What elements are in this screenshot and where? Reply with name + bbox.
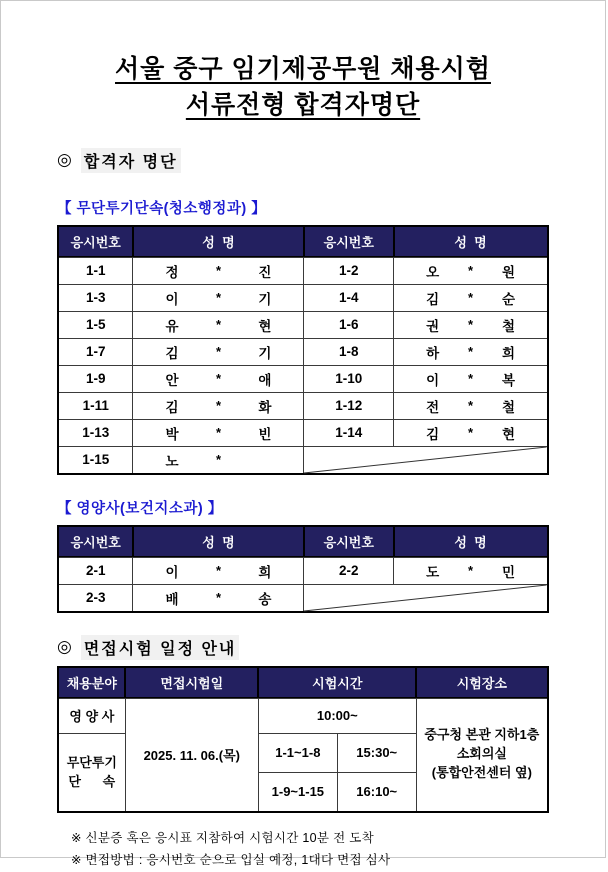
field-line: 단 속 — [68, 774, 116, 789]
exam-no-cell: 2-1 — [58, 557, 133, 584]
col-header-exam-no: 응시번호 — [58, 526, 133, 558]
time-cell: 16:10~ — [337, 772, 416, 812]
footnotes — [57, 827, 549, 872]
col-header-name: 성 명 — [394, 226, 548, 258]
exam-no-range-cell: 1-1~1-8 — [258, 733, 337, 772]
col-header-date: 면접시험일 — [125, 667, 258, 699]
exam-no-cell: 1-1 — [58, 257, 133, 284]
exam-no-cell: 1-15 — [58, 446, 133, 474]
document-content — [1, 1, 605, 872]
pass-list-heading-text: 합격자 명단 — [81, 148, 181, 173]
name-cell: 김 * 현 — [394, 419, 548, 446]
name-cell: 김 * 기 — [133, 338, 304, 365]
name-cell: 유 * 현 — [133, 311, 304, 338]
table-row — [58, 284, 548, 311]
exam-no-cell: 1-10 — [304, 365, 394, 392]
exam-no-cell: 1-6 — [304, 311, 394, 338]
group2-label: 【 영양사(보건지소과) 】 — [57, 500, 223, 517]
name-cell: 도 * 민 — [394, 557, 548, 584]
table-row — [58, 338, 548, 365]
col-header-exam-no: 응시번호 — [58, 226, 133, 258]
venue-line: (통합안전센터 옆) — [431, 764, 532, 780]
table-row — [58, 446, 548, 474]
exam-no-cell: 1-3 — [58, 284, 133, 311]
diagonal-slash-line — [304, 447, 547, 473]
col-header-name: 성 명 — [394, 526, 548, 558]
exam-no-range-cell: 1-9~1-15 — [258, 772, 337, 812]
exam-no-cell: 1-5 — [58, 311, 133, 338]
diagonal-slash-line — [304, 585, 547, 611]
table-row — [58, 419, 548, 446]
col-header-place: 시험장소 — [416, 667, 548, 699]
exam-no-cell: 1-14 — [304, 419, 394, 446]
name-cell: 박 * 빈 — [133, 419, 304, 446]
empty-merged-cell — [304, 446, 548, 474]
title-line-2: 서류전형 합격자명단 — [185, 91, 421, 120]
exam-no-cell: 1-4 — [304, 284, 394, 311]
pass-table-group1 — [57, 225, 549, 475]
name-cell: 하 * 희 — [394, 338, 548, 365]
name-cell: 이 * 기 — [133, 284, 304, 311]
exam-no-cell: 1-12 — [304, 392, 394, 419]
table-row — [58, 365, 548, 392]
name-cell: 이 * 희 — [133, 557, 304, 584]
name-cell: 배 * 송 — [133, 584, 304, 612]
name-cell: 정 * 진 — [133, 257, 304, 284]
table-row — [58, 257, 548, 284]
exam-no-cell: 1-11 — [58, 392, 133, 419]
exam-no-cell: 1-13 — [58, 419, 133, 446]
name-cell: 안 * 애 — [133, 365, 304, 392]
group1-label: 【 무단투기단속(청소행정과) 】 — [57, 200, 267, 217]
time-cell: 15:30~ — [337, 733, 416, 772]
col-header-field: 채용분야 — [58, 667, 125, 699]
venue-line: 소회의실 — [456, 746, 507, 762]
pass-list-heading — [57, 148, 549, 173]
document-title — [57, 51, 549, 124]
title-line-1: 서울 중구 임기제공무원 채용시험 — [115, 55, 491, 83]
empty-merged-cell — [304, 584, 548, 612]
footnote-arrival: ※ 신분증 혹은 응시표 지참하여 시험시간 10분 전 도착 — [71, 830, 374, 845]
field-line: 무단투기 — [66, 754, 117, 770]
name-cell: 노 * — [133, 446, 304, 474]
table-row — [58, 698, 548, 733]
name-cell: 권 * 철 — [394, 311, 548, 338]
table-header-row — [58, 526, 548, 558]
name-cell: 이 * 복 — [394, 365, 548, 392]
circle-bullet-icon: ◎ — [57, 637, 72, 656]
exam-no-cell: 1-8 — [304, 338, 394, 365]
field-cell-illegal-dumping — [58, 733, 125, 812]
exam-no-cell: 1-7 — [58, 338, 133, 365]
interview-heading-text: 면접시험 일정 안내 — [81, 635, 240, 660]
col-header-time: 시험시간 — [258, 667, 416, 699]
name-cell: 김 * 순 — [394, 284, 548, 311]
table-row — [58, 392, 548, 419]
col-header-name: 성 명 — [133, 526, 304, 558]
table-row — [58, 311, 548, 338]
name-cell: 전 * 철 — [394, 392, 548, 419]
table-header-row — [58, 667, 548, 699]
interview-schedule-table — [57, 666, 549, 813]
circle-bullet-icon: ◎ — [57, 150, 72, 169]
col-header-name: 성 명 — [133, 226, 304, 258]
time-cell: 10:00~ — [258, 698, 416, 733]
interview-heading — [57, 635, 549, 660]
pass-table-group2 — [57, 525, 549, 613]
field-cell-nutritionist: 영 양 사 — [58, 698, 125, 733]
interview-date-cell: 2025. 11. 06.(목) — [125, 698, 258, 812]
table-row — [58, 557, 548, 584]
table-row — [58, 584, 548, 612]
table-header-row — [58, 226, 548, 258]
name-cell: 김 * 화 — [133, 392, 304, 419]
footnote-method: ※ 면접방법 : 응시번호 순으로 입실 예정, 1대다 면접 심사 — [71, 853, 391, 867]
exam-no-cell: 2-3 — [58, 584, 133, 612]
name-cell: 오 * 원 — [394, 257, 548, 284]
exam-no-cell: 1-9 — [58, 365, 133, 392]
exam-no-cell: 1-2 — [304, 257, 394, 284]
venue-line: 중구청 본관 지하1층 — [424, 727, 540, 743]
exam-no-cell: 2-2 — [304, 557, 394, 584]
col-header-exam-no: 응시번호 — [304, 526, 394, 558]
venue-cell — [416, 698, 548, 812]
col-header-exam-no: 응시번호 — [304, 226, 394, 258]
